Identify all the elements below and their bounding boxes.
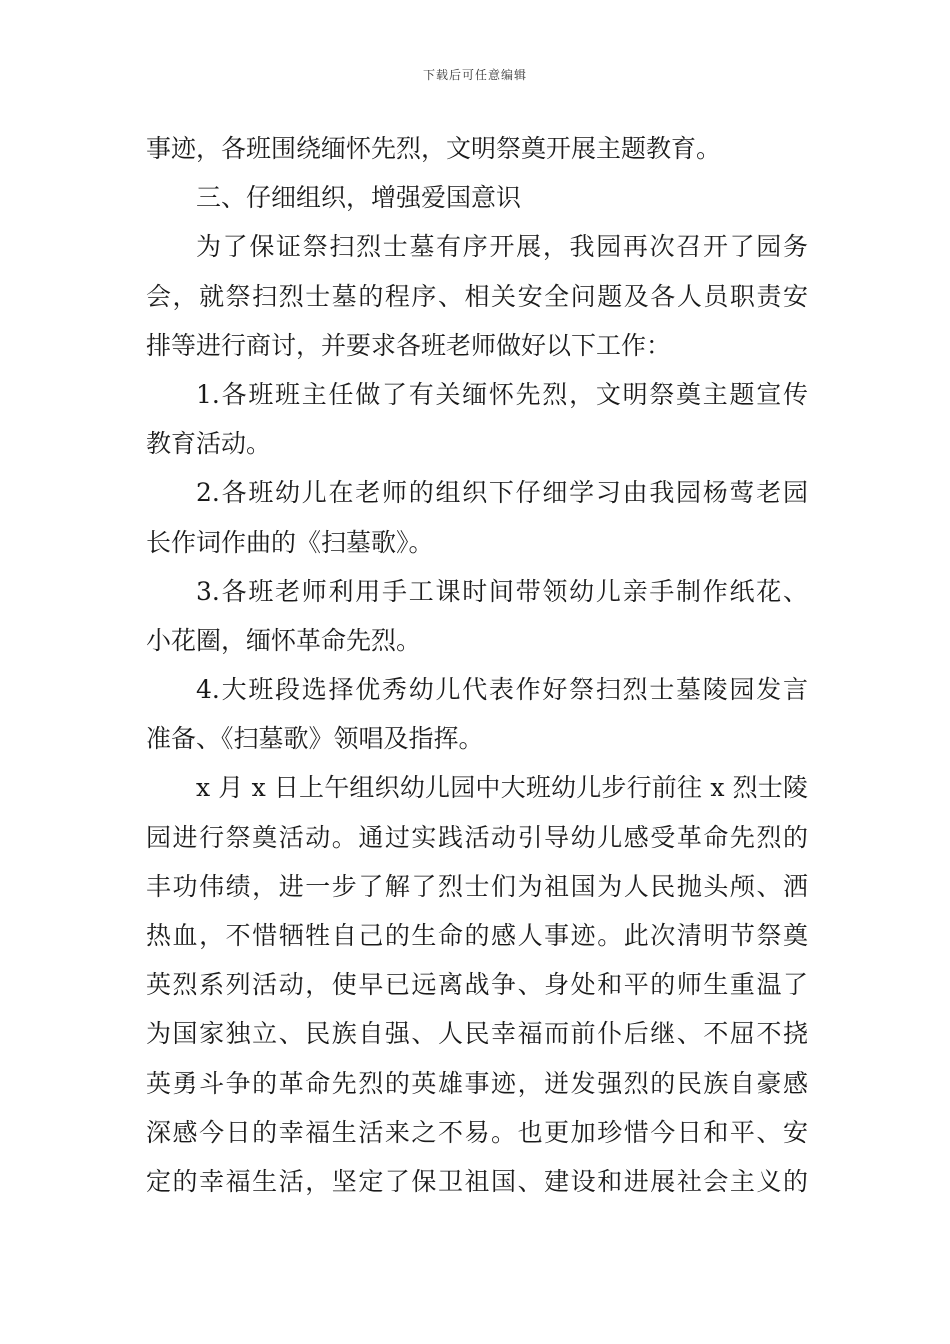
text-line: x 月 x 日上午组织幼儿园中大班幼儿步行前往 x 烈士陵	[196, 773, 808, 803]
text-line: 热血，不惜牺牲自己的生命的感人事迹。此次清明节祭奠	[146, 921, 808, 950]
document-body	[146, 124, 808, 1206]
text-line: 为国家独立、民族自强、人民幸福而前仆后继、不屈不挠	[146, 1019, 808, 1049]
page-header: 下载后可任意编辑	[422, 68, 527, 82]
text-line: 定的幸福生活，坚定了保卫祖国、建设和进展社会主义的	[146, 1166, 808, 1196]
text-line: 丰功伟绩，进一步了解了烈士们为祖国为人民抛头颅、洒	[146, 871, 808, 901]
text-line: 长作词作曲的《扫墓歌》。	[146, 527, 434, 557]
text-line: 教育活动。	[146, 429, 272, 459]
text-line: 1.各班班主任做了有关缅怀先烈，文明祭奠主题宣传	[196, 379, 808, 409]
text-line: 2.各班幼儿在老师的组织下仔细学习由我园杨莺老园	[196, 478, 808, 508]
text-line: 3.各班老师利用手工课时间带领幼儿亲手制作纸花、	[196, 576, 808, 606]
text-line: 英勇斗争的革命先烈的英雄事迹，迸发强烈的民族自豪感	[146, 1068, 808, 1098]
text-line: 4.大班段选择优秀幼儿代表作好祭扫烈士墓陵园发言	[196, 675, 808, 705]
text-line: 会，就祭扫烈士墓的程序、相关安全问题及各人员职责安	[146, 281, 808, 311]
text-line: 为了保证祭扫烈士墓有序开展，我园再次召开了园务	[196, 232, 808, 262]
text-line: 事迹，各班围绕缅怀先烈，文明祭奠开展主题教育。	[146, 134, 722, 163]
text-line: 园进行祭奠活动。通过实践活动引导幼儿感受革命先烈的	[146, 822, 808, 852]
text-line: 英烈系列活动，使早已远离战争、身处和平的师生重温了	[146, 970, 808, 1000]
text-line: 排等进行商讨，并要求各班老师做好以下工作：	[146, 330, 672, 360]
text-line: 准备、《扫墓歌》领唱及指挥。	[146, 724, 484, 754]
text-line: 深感今日的幸福生活来之不易。也更加珍惜今日和平、安	[146, 1117, 808, 1147]
text-line: 小花圈，缅怀革命先烈。	[146, 625, 422, 655]
text-line: 三、仔细组织，增强爱国意识	[196, 183, 522, 213]
